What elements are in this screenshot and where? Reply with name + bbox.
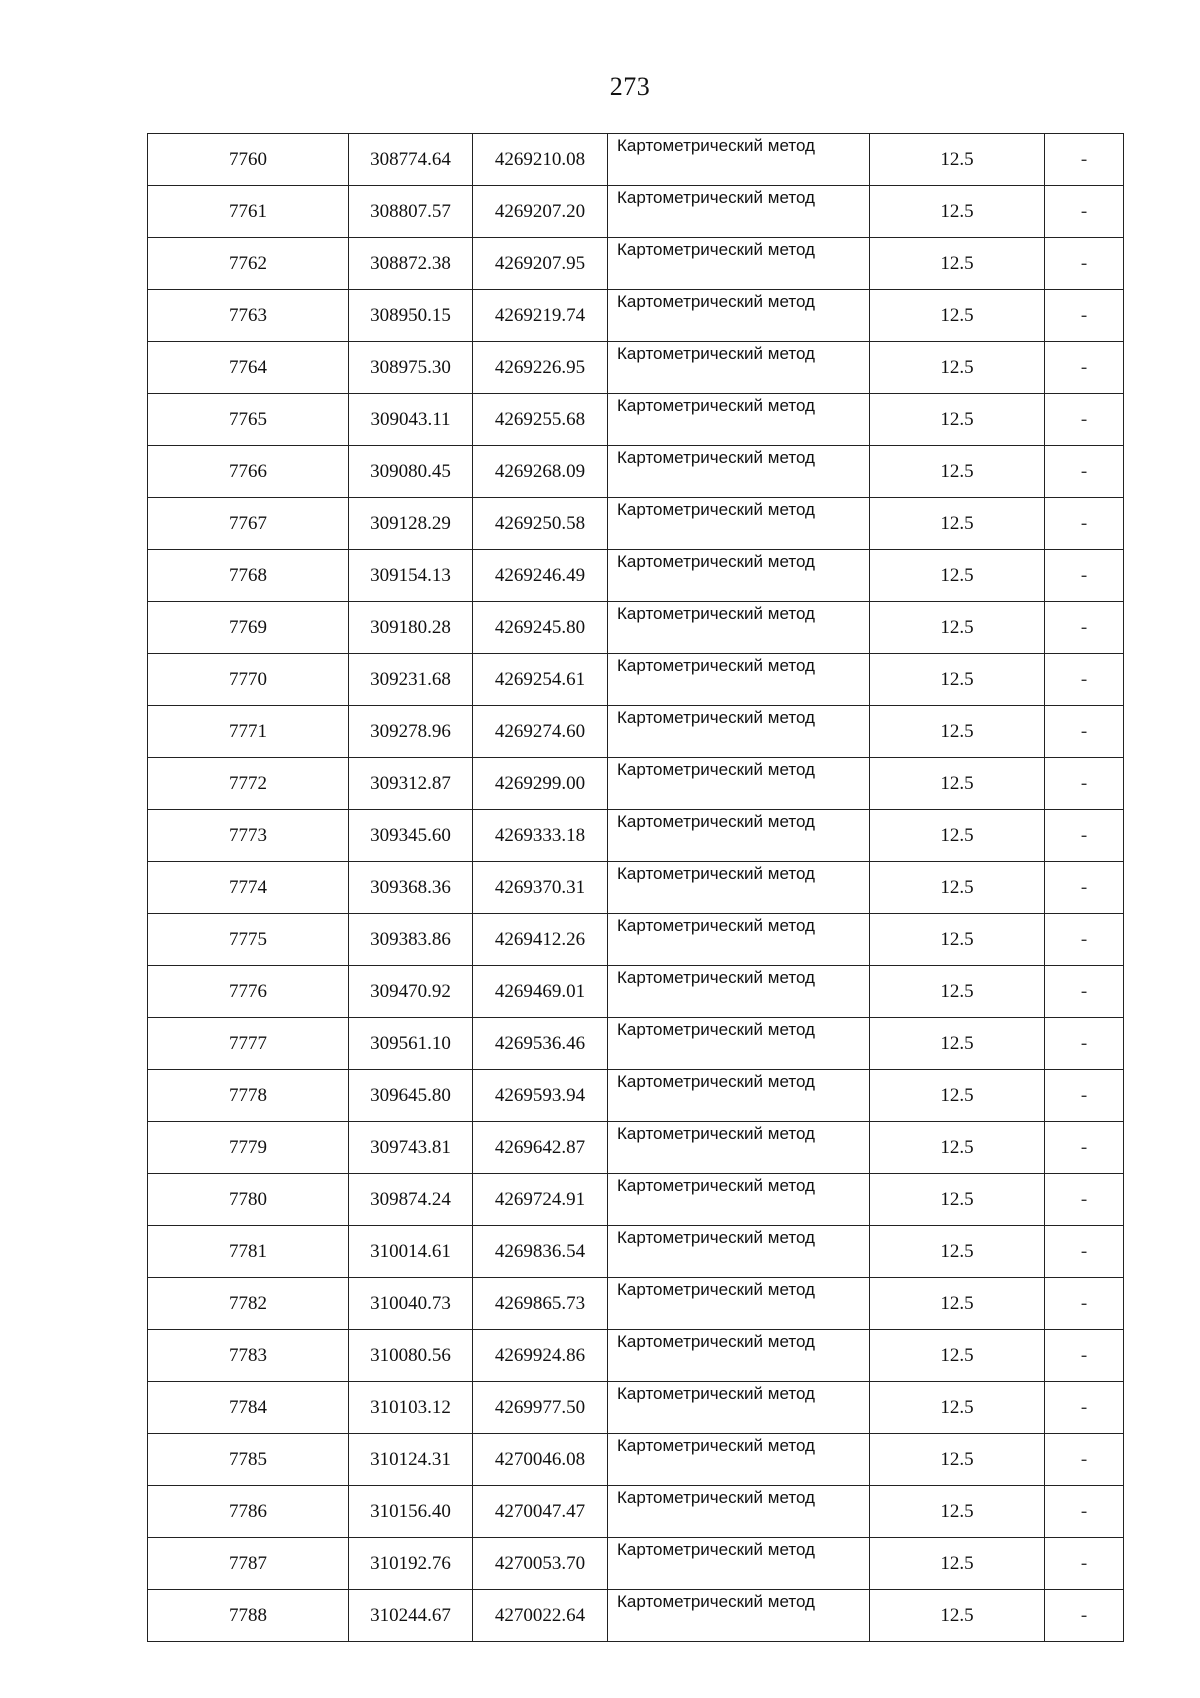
note-cell: - bbox=[1045, 1018, 1124, 1070]
y-coordinate-cell: 4269255.68 bbox=[473, 394, 608, 446]
y-coordinate-cell: 4269370.31 bbox=[473, 862, 608, 914]
table-row bbox=[148, 1174, 1124, 1226]
point-number-cell: 7775 bbox=[148, 914, 349, 966]
note-cell: - bbox=[1045, 446, 1124, 498]
method-cell: Картометрический метод bbox=[608, 1018, 870, 1070]
y-coordinate-cell: 4270053.70 bbox=[473, 1538, 608, 1590]
accuracy-cell: 12.5 bbox=[870, 186, 1045, 238]
x-coordinate-cell: 310192.76 bbox=[349, 1538, 473, 1590]
y-coordinate-cell: 4269836.54 bbox=[473, 1226, 608, 1278]
point-number-cell: 7760 bbox=[148, 134, 349, 186]
x-coordinate-cell: 309874.24 bbox=[349, 1174, 473, 1226]
y-coordinate-cell: 4269268.09 bbox=[473, 446, 608, 498]
y-coordinate-cell: 4270046.08 bbox=[473, 1434, 608, 1486]
accuracy-cell: 12.5 bbox=[870, 1070, 1045, 1122]
note-cell: - bbox=[1045, 1070, 1124, 1122]
point-number-cell: 7762 bbox=[148, 238, 349, 290]
table-row bbox=[148, 966, 1124, 1018]
y-coordinate-cell: 4269254.61 bbox=[473, 654, 608, 706]
accuracy-cell: 12.5 bbox=[870, 342, 1045, 394]
x-coordinate-cell: 309080.45 bbox=[349, 446, 473, 498]
point-number-cell: 7783 bbox=[148, 1330, 349, 1382]
accuracy-cell: 12.5 bbox=[870, 394, 1045, 446]
point-number-cell: 7768 bbox=[148, 550, 349, 602]
y-coordinate-cell: 4269724.91 bbox=[473, 1174, 608, 1226]
table-row bbox=[148, 862, 1124, 914]
point-number-cell: 7774 bbox=[148, 862, 349, 914]
note-cell: - bbox=[1045, 1538, 1124, 1590]
y-coordinate-cell: 4270022.64 bbox=[473, 1590, 608, 1642]
note-cell: - bbox=[1045, 1434, 1124, 1486]
method-cell: Картометрический метод bbox=[608, 706, 870, 758]
accuracy-cell: 12.5 bbox=[870, 914, 1045, 966]
y-coordinate-cell: 4269642.87 bbox=[473, 1122, 608, 1174]
y-coordinate-cell: 4269219.74 bbox=[473, 290, 608, 342]
point-number-cell: 7781 bbox=[148, 1226, 349, 1278]
method-cell: Картометрический метод bbox=[608, 1590, 870, 1642]
page-number: 273 bbox=[609, 72, 651, 101]
method-cell: Картометрический метод bbox=[608, 1070, 870, 1122]
table-row bbox=[148, 1382, 1124, 1434]
accuracy-cell: 12.5 bbox=[870, 498, 1045, 550]
accuracy-cell: 12.5 bbox=[870, 758, 1045, 810]
x-coordinate-cell: 309154.13 bbox=[349, 550, 473, 602]
x-coordinate-cell: 308807.57 bbox=[349, 186, 473, 238]
y-coordinate-cell: 4269246.49 bbox=[473, 550, 608, 602]
note-cell: - bbox=[1045, 1590, 1124, 1642]
note-cell: - bbox=[1045, 706, 1124, 758]
accuracy-cell: 12.5 bbox=[870, 1330, 1045, 1382]
table-row bbox=[148, 1018, 1124, 1070]
note-cell: - bbox=[1045, 758, 1124, 810]
note-cell: - bbox=[1045, 498, 1124, 550]
table-row bbox=[148, 1070, 1124, 1122]
note-cell: - bbox=[1045, 914, 1124, 966]
note-cell: - bbox=[1045, 1122, 1124, 1174]
method-cell: Картометрический метод bbox=[608, 290, 870, 342]
accuracy-cell: 12.5 bbox=[870, 862, 1045, 914]
table-row bbox=[148, 1434, 1124, 1486]
x-coordinate-cell: 308950.15 bbox=[349, 290, 473, 342]
table-row bbox=[148, 134, 1124, 186]
point-number-cell: 7763 bbox=[148, 290, 349, 342]
x-coordinate-cell: 309312.87 bbox=[349, 758, 473, 810]
accuracy-cell: 12.5 bbox=[870, 1278, 1045, 1330]
method-cell: Картометрический метод bbox=[608, 1278, 870, 1330]
point-number-cell: 7782 bbox=[148, 1278, 349, 1330]
accuracy-cell: 12.5 bbox=[870, 238, 1045, 290]
method-cell: Картометрический метод bbox=[608, 342, 870, 394]
accuracy-cell: 12.5 bbox=[870, 1174, 1045, 1226]
x-coordinate-cell: 308975.30 bbox=[349, 342, 473, 394]
table-body bbox=[148, 134, 1124, 1642]
method-cell: Картометрический метод bbox=[608, 498, 870, 550]
point-number-cell: 7786 bbox=[148, 1486, 349, 1538]
table-row bbox=[148, 290, 1124, 342]
note-cell: - bbox=[1045, 1382, 1124, 1434]
table-row bbox=[148, 758, 1124, 810]
point-number-cell: 7784 bbox=[148, 1382, 349, 1434]
y-coordinate-cell: 4269977.50 bbox=[473, 1382, 608, 1434]
accuracy-cell: 12.5 bbox=[870, 654, 1045, 706]
table-row bbox=[148, 1278, 1124, 1330]
table-row bbox=[148, 498, 1124, 550]
method-cell: Картометрический метод bbox=[608, 1174, 870, 1226]
method-cell: Картометрический метод bbox=[608, 654, 870, 706]
accuracy-cell: 12.5 bbox=[870, 1434, 1045, 1486]
accuracy-cell: 12.5 bbox=[870, 1486, 1045, 1538]
x-coordinate-cell: 309128.29 bbox=[349, 498, 473, 550]
table-row bbox=[148, 810, 1124, 862]
point-number-cell: 7764 bbox=[148, 342, 349, 394]
y-coordinate-cell: 4269274.60 bbox=[473, 706, 608, 758]
y-coordinate-cell: 4269924.86 bbox=[473, 1330, 608, 1382]
accuracy-cell: 12.5 bbox=[870, 1538, 1045, 1590]
y-coordinate-cell: 4269210.08 bbox=[473, 134, 608, 186]
note-cell: - bbox=[1045, 290, 1124, 342]
method-cell: Картометрический метод bbox=[608, 810, 870, 862]
note-cell: - bbox=[1045, 342, 1124, 394]
note-cell: - bbox=[1045, 1486, 1124, 1538]
accuracy-cell: 12.5 bbox=[870, 1590, 1045, 1642]
point-number-cell: 7769 bbox=[148, 602, 349, 654]
accuracy-cell: 12.5 bbox=[870, 446, 1045, 498]
point-number-cell: 7777 bbox=[148, 1018, 349, 1070]
note-cell: - bbox=[1045, 810, 1124, 862]
accuracy-cell: 12.5 bbox=[870, 966, 1045, 1018]
x-coordinate-cell: 310103.12 bbox=[349, 1382, 473, 1434]
table-row bbox=[148, 706, 1124, 758]
x-coordinate-cell: 309645.80 bbox=[349, 1070, 473, 1122]
note-cell: - bbox=[1045, 602, 1124, 654]
method-cell: Картометрический метод bbox=[608, 1434, 870, 1486]
method-cell: Картометрический метод bbox=[608, 134, 870, 186]
method-cell: Картометрический метод bbox=[608, 758, 870, 810]
x-coordinate-cell: 310244.67 bbox=[349, 1590, 473, 1642]
method-cell: Картометрический метод bbox=[608, 238, 870, 290]
y-coordinate-cell: 4269536.46 bbox=[473, 1018, 608, 1070]
method-cell: Картометрический метод bbox=[608, 1226, 870, 1278]
point-number-cell: 7776 bbox=[148, 966, 349, 1018]
y-coordinate-cell: 4269207.20 bbox=[473, 186, 608, 238]
note-cell: - bbox=[1045, 862, 1124, 914]
point-number-cell: 7785 bbox=[148, 1434, 349, 1486]
x-coordinate-cell: 309561.10 bbox=[349, 1018, 473, 1070]
method-cell: Картометрический метод bbox=[608, 394, 870, 446]
table-row bbox=[148, 446, 1124, 498]
x-coordinate-cell: 309231.68 bbox=[349, 654, 473, 706]
table-row bbox=[148, 1122, 1124, 1174]
method-cell: Картометрический метод bbox=[608, 862, 870, 914]
x-coordinate-cell: 310124.31 bbox=[349, 1434, 473, 1486]
method-cell: Картометрический метод bbox=[608, 446, 870, 498]
method-cell: Картометрический метод bbox=[608, 1486, 870, 1538]
point-number-cell: 7788 bbox=[148, 1590, 349, 1642]
accuracy-cell: 12.5 bbox=[870, 550, 1045, 602]
accuracy-cell: 12.5 bbox=[870, 706, 1045, 758]
method-cell: Картометрический метод bbox=[608, 186, 870, 238]
x-coordinate-cell: 309368.36 bbox=[349, 862, 473, 914]
y-coordinate-cell: 4269865.73 bbox=[473, 1278, 608, 1330]
accuracy-cell: 12.5 bbox=[870, 1226, 1045, 1278]
table-row bbox=[148, 1226, 1124, 1278]
y-coordinate-cell: 4269250.58 bbox=[473, 498, 608, 550]
table-row bbox=[148, 1590, 1124, 1642]
y-coordinate-cell: 4269412.26 bbox=[473, 914, 608, 966]
x-coordinate-cell: 309180.28 bbox=[349, 602, 473, 654]
table-row bbox=[148, 654, 1124, 706]
y-coordinate-cell: 4269299.00 bbox=[473, 758, 608, 810]
note-cell: - bbox=[1045, 654, 1124, 706]
x-coordinate-cell: 309043.11 bbox=[349, 394, 473, 446]
y-coordinate-cell: 4269469.01 bbox=[473, 966, 608, 1018]
coordinates-table bbox=[147, 133, 1124, 1642]
accuracy-cell: 12.5 bbox=[870, 602, 1045, 654]
y-coordinate-cell: 4269226.95 bbox=[473, 342, 608, 394]
x-coordinate-cell: 309470.92 bbox=[349, 966, 473, 1018]
y-coordinate-cell: 4269245.80 bbox=[473, 602, 608, 654]
x-coordinate-cell: 309345.60 bbox=[349, 810, 473, 862]
table-row bbox=[148, 914, 1124, 966]
table-row bbox=[148, 1538, 1124, 1590]
note-cell: - bbox=[1045, 966, 1124, 1018]
x-coordinate-cell: 308774.64 bbox=[349, 134, 473, 186]
table-row bbox=[148, 238, 1124, 290]
accuracy-cell: 12.5 bbox=[870, 1018, 1045, 1070]
point-number-cell: 7761 bbox=[148, 186, 349, 238]
note-cell: - bbox=[1045, 1226, 1124, 1278]
note-cell: - bbox=[1045, 550, 1124, 602]
note-cell: - bbox=[1045, 186, 1124, 238]
point-number-cell: 7770 bbox=[148, 654, 349, 706]
point-number-cell: 7766 bbox=[148, 446, 349, 498]
method-cell: Картометрический метод bbox=[608, 1382, 870, 1434]
note-cell: - bbox=[1045, 238, 1124, 290]
y-coordinate-cell: 4269593.94 bbox=[473, 1070, 608, 1122]
method-cell: Картометрический метод bbox=[608, 1538, 870, 1590]
point-number-cell: 7771 bbox=[148, 706, 349, 758]
x-coordinate-cell: 310156.40 bbox=[349, 1486, 473, 1538]
table-row bbox=[148, 342, 1124, 394]
note-cell: - bbox=[1045, 1330, 1124, 1382]
accuracy-cell: 12.5 bbox=[870, 1122, 1045, 1174]
x-coordinate-cell: 310080.56 bbox=[349, 1330, 473, 1382]
y-coordinate-cell: 4269207.95 bbox=[473, 238, 608, 290]
x-coordinate-cell: 309743.81 bbox=[349, 1122, 473, 1174]
table-row bbox=[148, 550, 1124, 602]
x-coordinate-cell: 310040.73 bbox=[349, 1278, 473, 1330]
point-number-cell: 7773 bbox=[148, 810, 349, 862]
accuracy-cell: 12.5 bbox=[870, 1382, 1045, 1434]
note-cell: - bbox=[1045, 1278, 1124, 1330]
accuracy-cell: 12.5 bbox=[870, 810, 1045, 862]
method-cell: Картометрический метод bbox=[608, 1330, 870, 1382]
note-cell: - bbox=[1045, 394, 1124, 446]
y-coordinate-cell: 4269333.18 bbox=[473, 810, 608, 862]
point-number-cell: 7772 bbox=[148, 758, 349, 810]
point-number-cell: 7787 bbox=[148, 1538, 349, 1590]
point-number-cell: 7780 bbox=[148, 1174, 349, 1226]
method-cell: Картометрический метод bbox=[608, 1122, 870, 1174]
accuracy-cell: 12.5 bbox=[870, 134, 1045, 186]
note-cell: - bbox=[1045, 134, 1124, 186]
table-row bbox=[148, 602, 1124, 654]
x-coordinate-cell: 310014.61 bbox=[349, 1226, 473, 1278]
x-coordinate-cell: 309383.86 bbox=[349, 914, 473, 966]
method-cell: Картометрический метод bbox=[608, 914, 870, 966]
y-coordinate-cell: 4270047.47 bbox=[473, 1486, 608, 1538]
accuracy-cell: 12.5 bbox=[870, 290, 1045, 342]
method-cell: Картометрический метод bbox=[608, 602, 870, 654]
table-row bbox=[148, 1486, 1124, 1538]
x-coordinate-cell: 309278.96 bbox=[349, 706, 473, 758]
point-number-cell: 7767 bbox=[148, 498, 349, 550]
method-cell: Картометрический метод bbox=[608, 550, 870, 602]
table-row bbox=[148, 186, 1124, 238]
x-coordinate-cell: 308872.38 bbox=[349, 238, 473, 290]
point-number-cell: 7765 bbox=[148, 394, 349, 446]
point-number-cell: 7778 bbox=[148, 1070, 349, 1122]
method-cell: Картометрический метод bbox=[608, 966, 870, 1018]
point-number-cell: 7779 bbox=[148, 1122, 349, 1174]
table-row bbox=[148, 394, 1124, 446]
table-row bbox=[148, 1330, 1124, 1382]
note-cell: - bbox=[1045, 1174, 1124, 1226]
